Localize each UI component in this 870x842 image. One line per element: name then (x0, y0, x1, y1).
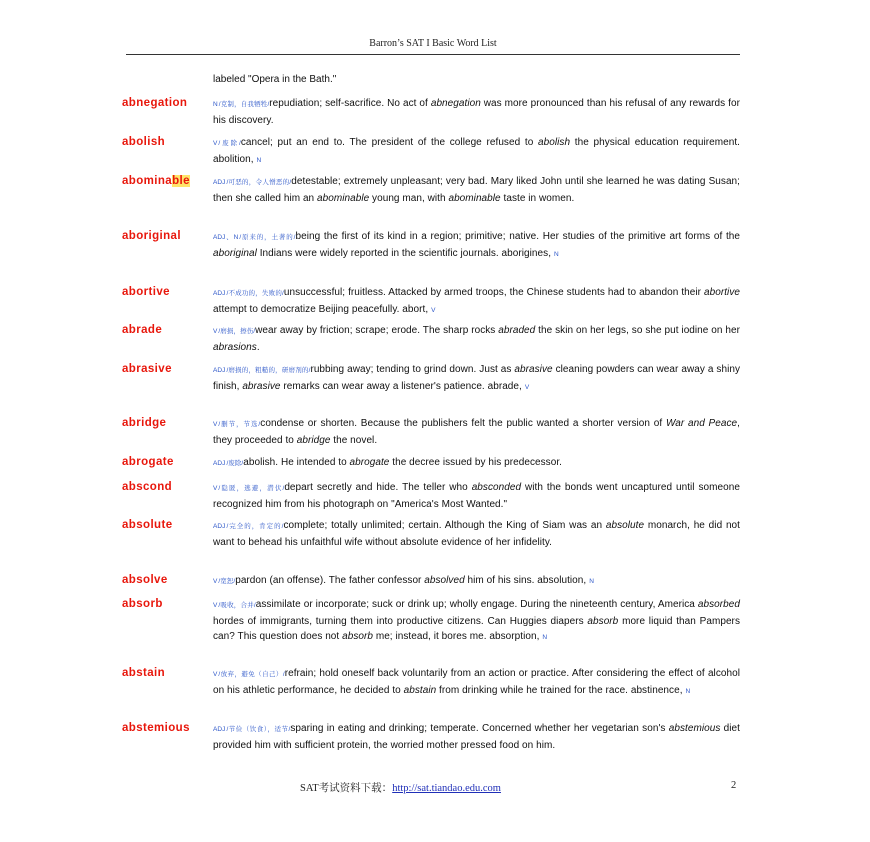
chinese-gloss: /废除/ (226, 460, 244, 467)
example-word: absconded (471, 482, 522, 493)
headword: abstemious (122, 722, 190, 734)
chinese-gloss: /删节，节选/ (218, 421, 261, 428)
part-of-speech: V (213, 328, 218, 335)
example-word: absorbed (697, 599, 740, 610)
definition-text: me; instead, it bores me. absorption, (372, 631, 540, 642)
derived-part-of-speech: V (524, 383, 530, 391)
example-word: abrasive (242, 380, 281, 392)
definition (213, 721, 740, 753)
chinese-gloss: /放弃，避免（自己）/ (218, 671, 285, 678)
definition-text: diet provided him with sufficient protein, the worried mother pressed food on him. (213, 723, 740, 751)
example-word: abolish (538, 137, 571, 148)
chinese-gloss: /隐匿，逃避，潜伏/ (218, 485, 285, 492)
definition-text: hordes of immigrants, turning them into productive citizens. Can Huggies diapers (213, 615, 588, 627)
definition (213, 174, 740, 206)
example-word: absorb (342, 631, 373, 642)
definition-text: unsuccessful; fruitless. Attacked by armed troops, the Chinese students had to abandon their (283, 287, 705, 298)
definition-text: , they proceeded to (213, 418, 741, 446)
chinese-gloss: /完全的，肯定的/ (226, 523, 284, 530)
definition-text: from drinking while he trained for the race. abstinence, (436, 684, 683, 696)
headword: abortive (122, 286, 170, 298)
definition-text: refrain; hold oneself back voluntarily from an action or practice. After considering the effect of alcohol on his athletic performance, he decided to (213, 668, 740, 696)
definition (213, 135, 740, 168)
header-rule (126, 54, 740, 55)
definition-text: . (256, 341, 260, 353)
definition (213, 362, 740, 395)
headword: aboriginal (122, 230, 181, 242)
definition-text: taste in women. (500, 192, 575, 204)
footer-download-note (300, 780, 600, 795)
definition-text: condense or shorten. Because the publishers felt the public wanted a shorter version of (260, 418, 666, 429)
part-of-speech: V (213, 578, 218, 585)
chinese-gloss: /吸收，合并/ (218, 602, 256, 609)
definition-text: cancel; put an end to. The president of the college refused to (240, 137, 539, 148)
part-of-speech: ADJ (213, 179, 226, 186)
definition-text: repudiation; self-sacrifice. No act of (269, 98, 431, 109)
headword: abrasive (122, 363, 172, 375)
page-number: 2 (731, 780, 737, 791)
headword: abolish (122, 136, 166, 148)
running-header: Barron’s SAT I Basic Word List (369, 38, 497, 49)
definition-text: detestable; extremely unpleasant; very bad. Mary liked John until she learned he was dating Susan; then she called him an (213, 176, 740, 204)
headword (122, 174, 212, 189)
definition (213, 597, 740, 646)
example-word: abridge (296, 434, 331, 446)
example-word: abrasions (213, 341, 257, 353)
chinese-gloss: /节俭（饮食），适节/ (226, 726, 291, 733)
part-of-speech: ADJ (213, 523, 226, 530)
part-of-speech: ADJ、N (213, 234, 239, 241)
part-of-speech: N (213, 101, 218, 108)
definition-text: remarks can wear away a listener's patience. abrade, (280, 380, 522, 392)
chinese-gloss: /废除/ (218, 140, 241, 147)
definition-text: sparing in eating and drinking; temperate. Concerned whether her vegetarian son's (290, 723, 669, 734)
headword: abridge (122, 417, 167, 429)
footer-label: SAT考试资料下载： (300, 783, 393, 794)
part-of-speech: ADJ (213, 367, 226, 374)
definition-text: monarch, he did not want to behead his unfaithful wife without absolute evidence of her infidelity. (213, 520, 740, 548)
definition-text: abolish. He intended to (243, 457, 350, 468)
example-word: absolute (605, 520, 645, 531)
definition-text: cleaning powders can wear away a shiny finish, (213, 364, 741, 392)
definition-text: depart secretly and hide. The teller who (284, 482, 472, 493)
headword: abscond (122, 481, 173, 493)
definition (213, 573, 740, 590)
definition-text: assimilate or incorporate; suck or drink up; wholly engage. During the nineteenth century, America (255, 599, 698, 610)
headword-text: abomina (122, 175, 173, 187)
definition-text: complete; totally unlimited; certain. Although the King of Siam was an (283, 520, 606, 531)
definition-text: wear away by friction; scrape; erode. The sharp rocks (255, 325, 499, 336)
example-word: abnegation (430, 98, 481, 109)
example-word: War and Peace (665, 418, 738, 429)
definition-text: was more pronounced than his refusal of any rewards for his discovery. (213, 98, 740, 126)
part-of-speech: V (213, 602, 218, 609)
derived-part-of-speech: N (554, 250, 559, 258)
chinese-gloss: /宽恕/ (218, 578, 236, 585)
chinese-gloss: /原来的，土著的/ (239, 234, 296, 241)
definition-text: him of his sins. absolution, (464, 575, 587, 586)
derived-part-of-speech: N (256, 156, 262, 164)
definition-text: attempt to democratize Beijing peacefully. abort, (213, 303, 429, 315)
example-word: aboriginal (213, 247, 257, 259)
headword: abnegation (122, 97, 188, 109)
example-word: absolved (424, 575, 465, 586)
derived-part-of-speech: N (542, 634, 548, 641)
footer-link[interactable]: http://sat.tiandao.edu.com (392, 783, 501, 794)
definition (213, 455, 740, 472)
example-word: absorb (587, 615, 619, 627)
headword: abrade (122, 324, 163, 336)
example-word: abominable (317, 192, 370, 204)
definition-text: the skin on her legs, so she put iodine on her (535, 325, 740, 336)
definition-text: being the first of its kind in a region; primitive; native. Her studies of the primitive art forms of the (295, 231, 740, 242)
definition (213, 416, 740, 448)
definition (213, 323, 740, 355)
headword: absorb (122, 598, 163, 610)
part-of-speech: ADJ (213, 290, 226, 297)
example-word: abrasive (514, 364, 553, 375)
part-of-speech: ADJ (213, 460, 226, 467)
part-of-speech: V (213, 421, 218, 428)
definition (213, 666, 740, 699)
definition-text: Indians were widely reported in the scientific journals. aborigines, (256, 247, 552, 259)
part-of-speech: ADJ (213, 726, 226, 733)
derived-part-of-speech: N (589, 578, 594, 585)
example-word: abortive (704, 287, 740, 298)
definition-text: more liquid than Pampers can? This question does not (213, 615, 740, 642)
definition-text: young man, with (369, 192, 449, 204)
definition (213, 518, 740, 550)
part-of-speech: V (213, 485, 218, 492)
headword: absolve (122, 574, 168, 586)
chinese-gloss: /不成功的，失败的/ (226, 290, 284, 297)
definition (213, 285, 740, 318)
definition (213, 229, 740, 262)
definition-text: with the bonds went uncaptured until someone recognized him from his photograph on "America's Most Wanted." (213, 482, 740, 510)
part-of-speech: V (213, 140, 218, 147)
example-word: abstain (403, 684, 437, 696)
derived-part-of-speech: V (431, 306, 436, 314)
continued-text: labeled "Opera in the Bath." (213, 74, 337, 85)
definition (213, 96, 740, 128)
headword: absolute (122, 519, 173, 531)
headword: abrogate (122, 456, 174, 468)
chinese-gloss: /可恶的，令人憎恶的/ (226, 179, 292, 186)
definition (213, 480, 740, 512)
definition-text: rubbing away; tending to grind down. Just as (310, 364, 515, 375)
example-word: abominable (448, 192, 501, 204)
chinese-gloss: /磨损的，粗糙的，研磨剂的/ (226, 367, 311, 374)
example-word: abraded (498, 325, 536, 336)
example-word: abrogate (349, 457, 390, 468)
definition-text: the physical education requirement. abolition, (213, 137, 740, 165)
chinese-gloss: /磨损，擦伤/ (218, 328, 256, 335)
chinese-gloss: /克制，自我牺牲/ (218, 101, 270, 108)
definition-text: the decree issued by his predecessor. (389, 457, 562, 468)
definition-text: the novel. (330, 434, 378, 446)
headword: abstain (122, 667, 166, 679)
derived-part-of-speech: N (685, 687, 691, 695)
part-of-speech: V (213, 671, 218, 678)
example-word: abstemious (668, 723, 721, 734)
headword-highlight: ble (172, 175, 190, 187)
definition-text: pardon (an offense). The father confessor (235, 575, 425, 586)
